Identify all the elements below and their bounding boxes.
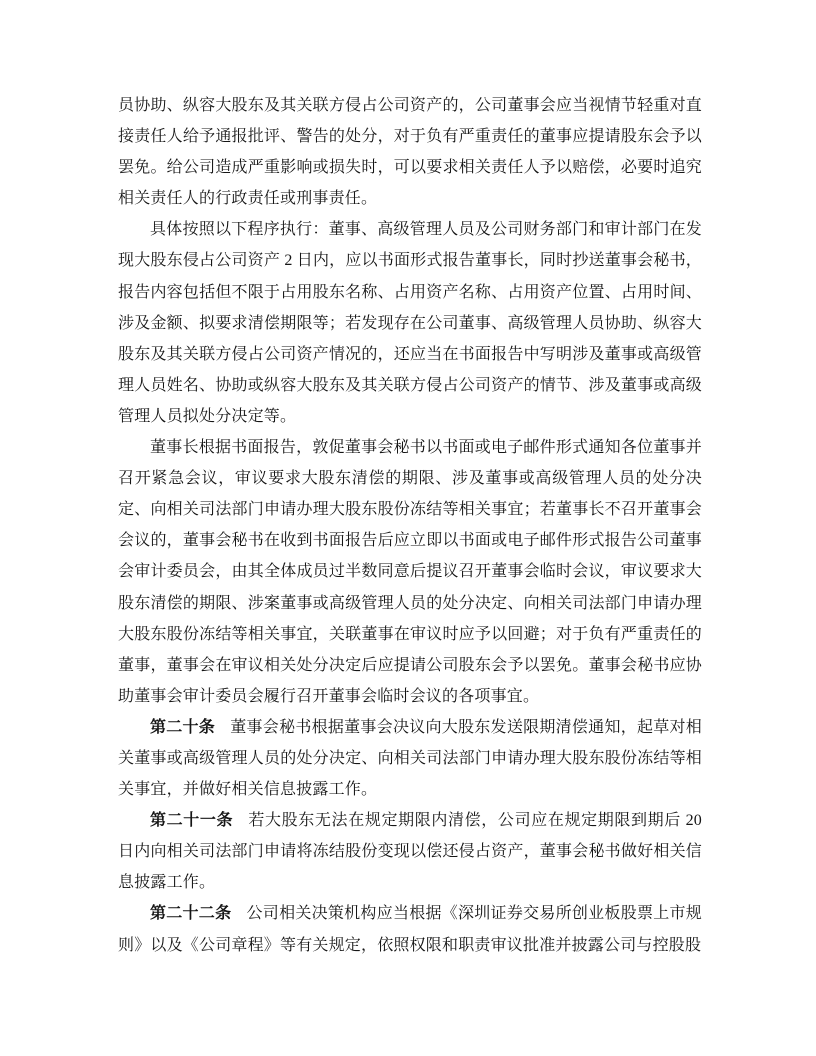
paragraph-article-20 bbox=[118, 712, 702, 805]
article-21-number: 第二十一条 bbox=[150, 812, 234, 830]
paragraph-continuation bbox=[118, 90, 702, 214]
article-20-number: 第二十条 bbox=[150, 718, 216, 736]
paragraph-text: 若大股东无法在规定期限内清偿，公司应在规定期限到期后 20 日内向相关司法部门申请将冻结股份变现以偿还侵占资产，董事会秘书做好相关信息披露工作。 bbox=[118, 812, 702, 892]
paragraph-text: 员协助、纵容大股东及其关联方侵占公司资产的，公司董事会应当视情节轻重对直接责任人给予通报批评、警告的处分，对于负有严重责任的董事应提请股东会予以罢免。给公司造成严重影响或损失时，可以要求相关责任人予以赔偿，必要时追究相关责任人的行政责任或刑事责任。 bbox=[118, 97, 702, 208]
article-22-number: 第二十二条 bbox=[150, 905, 232, 923]
paragraph-chairman-procedure bbox=[118, 432, 702, 712]
paragraph-procedure-intro bbox=[118, 214, 702, 432]
paragraph-text: 董事长根据书面报告，敦促董事会秘书以书面或电子邮件形式通知各位董事并召开紧急会议，审议要求大股东清偿的期限、涉及董事或高级管理人员的处分决定、向相关司法部门申请办理大股东股份冻结等相关事宜；若董事长不召开董事会会议的，董事会秘书在收到书面报告后应立即以书面或电子邮件形式报告公司董事会审计委员会，由其全体成员过半数同意后提议召开董事会临时会议，审议要求大股东清偿的期限、涉案董事或高级管理人员的处分决定、向相关司法部门申请办理大股东股份冻结等相关事宜，关联董事在审议时应予以回避；对于负有严重责任的董事，董事会在审议相关处分决定后应提请公司股东会予以罢免。董事会秘书应协助董事会审计委员会履行召开董事会临时会议的各项事宜。 bbox=[118, 439, 702, 705]
paragraph-text: 具体按照以下程序执行：董事、高级管理人员及公司财务部门和审计部门在发现大股东侵占公司资产 2 日内，应以书面形式报告董事长，同时抄送董事会秘书，报告内容包括但不限于占用股东名称、占用资产名称、占用资产位置、占用时间、涉及金额、拟要求清偿期限等；若发现存在公司董事、高级管理人员协助、纵容大股东及其关联方侵占公司资产情况的，还应当在书面报告中写明涉及董事或高级管理人员姓名、协助或纵容大股东及其关联方侵占公司资产的情节、涉及董事或高级管理人员拟处分决定等。 bbox=[118, 221, 702, 425]
paragraph-text: 董事会秘书根据董事会决议向大股东发送限期清偿通知，起草对相关董事或高级管理人员的处分决定、向相关司法部门申请办理大股东股份冻结等相关事宜，并做好相关信息披露工作。 bbox=[118, 718, 702, 799]
document-body bbox=[118, 90, 702, 961]
paragraph-article-21 bbox=[118, 805, 702, 898]
paragraph-article-22 bbox=[118, 898, 702, 960]
paragraph-text: 公司相关决策机构应当根据《深圳证券交易所创业板股票上市规则》以及《公司章程》等有关规定，依照权限和职责审议批准并披露公司与控股股 bbox=[118, 905, 702, 954]
